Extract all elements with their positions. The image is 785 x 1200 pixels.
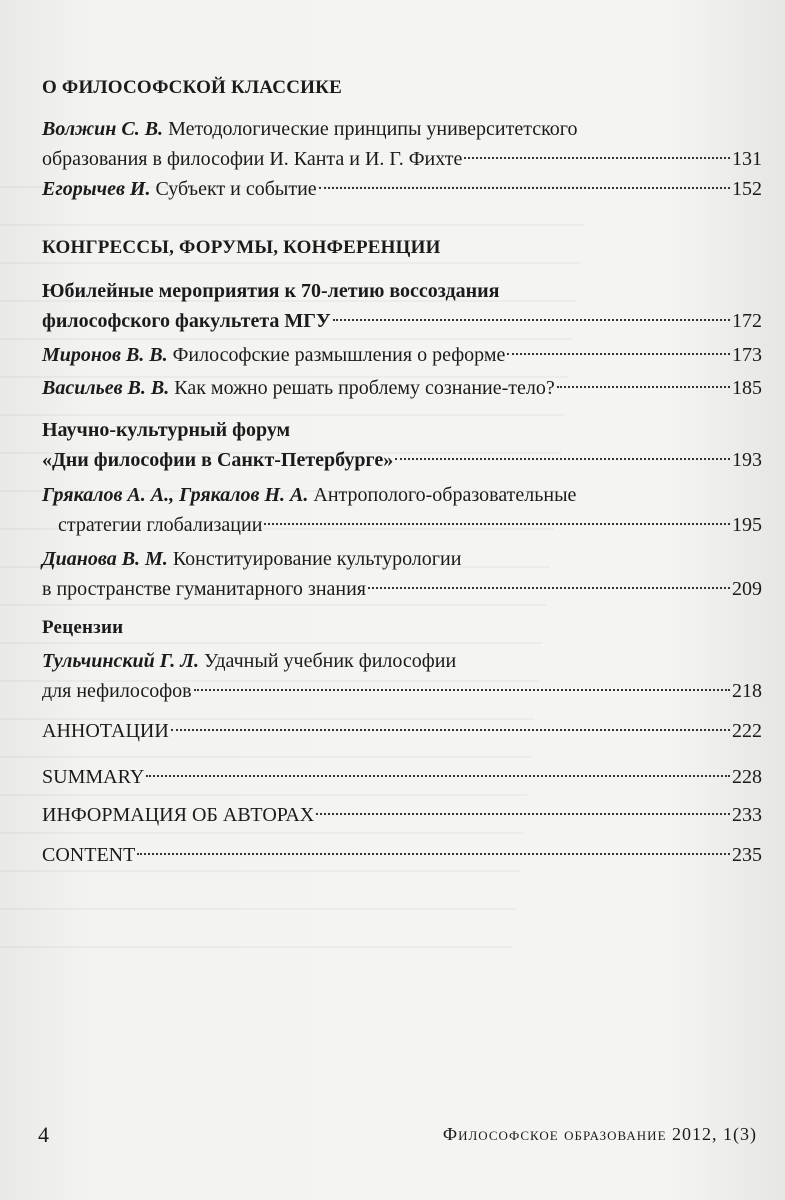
toc-entry-jubilee[interactable] (42, 276, 762, 336)
entry-page: 193 (732, 449, 762, 471)
entry-title-cont: философского факультета МГУ (42, 310, 331, 332)
toc-entry-summary[interactable] (42, 762, 762, 792)
entry-page: 172 (732, 310, 762, 332)
leader-dots (316, 812, 730, 815)
entry-author: Грякалов А. А., Грякалов Н. А. (42, 484, 309, 506)
leader-dots (464, 156, 730, 159)
entry-title-cont: для нефилософов (42, 680, 192, 702)
entry-page: 235 (732, 844, 762, 866)
leader-dots (146, 774, 730, 777)
entry-page: 209 (732, 578, 762, 600)
entry-author: Миронов В. В. (42, 344, 168, 366)
entry-page: 131 (732, 148, 762, 170)
leader-dots (264, 522, 730, 525)
entry-page: 218 (732, 680, 762, 702)
entry-page: 152 (732, 178, 762, 200)
entry-page: 195 (732, 514, 762, 536)
entry-author: Дианова В. М. (42, 548, 168, 570)
toc-entry-authors-info[interactable] (42, 800, 762, 830)
entry-title-cont: стратегии глобализации (58, 514, 263, 536)
toc-entry-tulchinsky[interactable] (42, 646, 762, 706)
toc-entry-annotations[interactable] (42, 716, 762, 746)
entry-author: Тульчинский Г. Л. (42, 650, 200, 672)
leader-dots (507, 352, 730, 355)
entry-author: Васильев В. В. (42, 377, 170, 399)
entry-title-cont: в пространстве гуманитарного знания (42, 578, 367, 600)
leader-dots (319, 186, 730, 189)
section-heading-congresses: КОНГРЕССЫ, ФОРУМЫ, КОНФЕРЕНЦИИ (42, 237, 441, 258)
toc-entry-dianova[interactable] (42, 544, 762, 604)
toc-entry-vasiliev[interactable] (42, 373, 762, 403)
leader-dots (171, 728, 730, 731)
entry-title: Антрополого-образовательные (313, 484, 577, 506)
leader-dots (194, 688, 730, 691)
entry-title: ИНФОРМАЦИЯ ОБ АВТОРАХ (42, 804, 315, 826)
section-heading-reviews: Рецензии (42, 617, 124, 638)
page-number: 4 (38, 1122, 49, 1147)
entry-title: Методологические принципы университетского (168, 118, 578, 140)
toc-entry-forum[interactable] (42, 415, 762, 475)
entry-page: 222 (732, 720, 762, 742)
entry-title: Юбилейные мероприятия к 70-летию воссоздания (42, 280, 500, 302)
leader-dots (395, 457, 730, 460)
leader-dots (137, 852, 730, 855)
entry-title: Удачный учебник философии (204, 650, 457, 672)
running-footer-journal: Философское образование 2012, 1(3) (442, 1124, 757, 1144)
entry-page: 173 (732, 344, 762, 366)
toc-entry-egorychev[interactable] (42, 174, 762, 204)
toc-entry-mironov[interactable] (42, 340, 762, 370)
leader-dots (333, 318, 730, 321)
entry-title: SUMMARY (42, 766, 145, 788)
leader-dots (368, 586, 730, 589)
entry-title-cont: «Дни философии в Санкт-Петербурге» (42, 449, 394, 471)
entry-author: Егорычев И. (42, 178, 151, 200)
entry-page: 228 (732, 766, 762, 788)
leader-dots (557, 385, 730, 388)
entry-author: Волжин С. В. (42, 118, 164, 140)
entry-title: Научно-культурный форум (42, 419, 291, 441)
entry-title: Субъект и событие (155, 178, 317, 200)
entry-page: 233 (732, 804, 762, 826)
entry-title: Как можно решать проблему сознание-тело? (174, 377, 555, 399)
entry-title: Философские размышления о реформе (172, 344, 506, 366)
entry-title: АННОТАЦИИ (42, 720, 169, 742)
entry-title-cont: образования в философии И. Канта и И. Г. Фихте (42, 148, 463, 170)
entry-title: Конституирование культурологии (172, 548, 462, 570)
toc-entry-gryakalov[interactable] (42, 480, 762, 540)
entry-title: CONTENT (42, 844, 136, 866)
entry-page: 185 (732, 377, 762, 399)
toc-entry-volzhin[interactable] (42, 114, 762, 174)
toc-entry-content[interactable] (42, 840, 762, 870)
section-heading-classics: О ФИЛОСОФСКОЙ КЛАССИКЕ (42, 77, 342, 98)
